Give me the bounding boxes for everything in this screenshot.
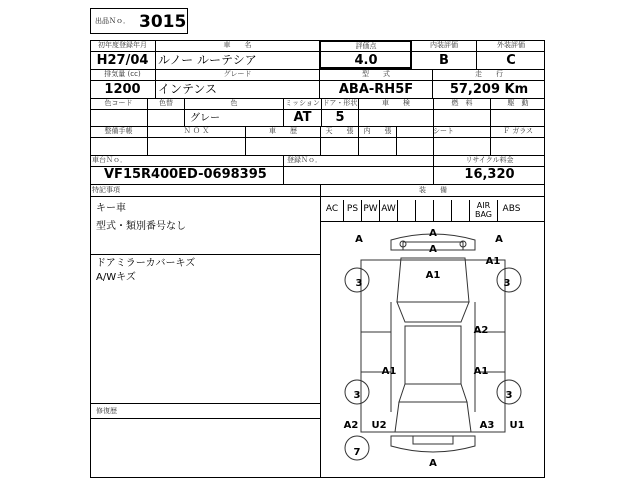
body-outline — [361, 260, 505, 432]
score: 4.0 — [354, 53, 378, 68]
windscreen-outline — [397, 302, 469, 322]
doors: 5 — [335, 110, 345, 125]
damage-code: 3 — [505, 390, 513, 401]
rule — [90, 254, 320, 255]
registration-number-label: 登録Ｎｏ． — [287, 156, 322, 164]
interior-grade-label: 内装評価 — [430, 41, 458, 49]
trunk-outline — [395, 402, 471, 432]
damage-code: A2 — [473, 325, 489, 336]
color-label: 色 — [230, 99, 238, 107]
equipment-header: 装 備 — [419, 186, 447, 194]
color: グレー — [190, 113, 220, 124]
chassis-number-label: 車台Ｎｏ． — [92, 156, 127, 164]
rule — [90, 80, 545, 81]
equipment-item — [415, 200, 433, 221]
damage-code: A1 — [381, 366, 397, 377]
maintenance-label: 整備手帳 — [104, 127, 133, 135]
equipment-item: PS — [343, 200, 361, 221]
equipment-row — [321, 200, 545, 221]
recycle-fee: 16,320 — [464, 167, 515, 182]
rear-window-outline — [399, 384, 467, 402]
rule — [90, 418, 320, 419]
rule — [90, 137, 545, 138]
rule — [283, 155, 284, 184]
lot-number-label: 出品Ｎｏ． — [95, 17, 130, 25]
damage-code: A1 — [473, 366, 489, 377]
displacement: 1200 — [104, 82, 141, 97]
damage-code: U2 — [371, 420, 387, 431]
rear-plate-outline — [413, 436, 453, 444]
model-code: ABA-RH5F — [338, 82, 414, 97]
damage-code: A — [495, 234, 503, 245]
damage-code: 3 — [353, 390, 361, 401]
note-line-2: 型式・類別番号なし — [96, 221, 186, 232]
seat-label: シート — [433, 127, 454, 135]
note-damage: ドアミラーカバーキズ A/Wキズ — [96, 258, 196, 283]
damage-code: 3 — [355, 278, 363, 289]
inner-lining-label: 内 張 — [363, 127, 392, 135]
roof-outline — [405, 326, 461, 384]
color-change-label: 色替 — [159, 99, 173, 107]
grade: インテンス — [158, 82, 218, 96]
equipment-item: PW — [361, 200, 379, 221]
equipment-item: AC — [325, 204, 339, 214]
damage-code: U1 — [509, 420, 525, 431]
grade-label: グレード — [223, 70, 252, 78]
damage-code: A — [429, 244, 437, 255]
drive-label: 駆 動 — [507, 99, 529, 107]
equipment-item — [433, 200, 451, 221]
first-registration: H27/04 — [96, 53, 149, 68]
damage-diagram — [321, 222, 545, 478]
first-registration-label: 初年度登録年月 — [98, 41, 147, 49]
car-history-label: 車 歴 — [269, 127, 297, 135]
color-code-label: 色コード — [104, 99, 133, 107]
damage-code: A — [355, 234, 363, 245]
nox-label: Ｎ Ｏ Ｘ — [183, 127, 210, 135]
lot-number-box — [90, 8, 188, 34]
repair-history-label: 修復歴 — [96, 407, 117, 415]
doors-label: ドア・形状 — [322, 99, 358, 107]
rule — [90, 403, 320, 404]
inspection-label: 車 検 — [382, 99, 410, 107]
exterior-grade-label: 外装評価 — [497, 41, 525, 49]
equipment-item — [451, 200, 469, 221]
chassis-number: VF15R400ED-0698395 — [104, 167, 267, 182]
mileage-label: 走 行 — [475, 70, 503, 78]
transmission-label: ミッション — [285, 99, 320, 107]
note-line-1: キー車 — [96, 203, 126, 214]
damage-code: 3 — [503, 278, 511, 289]
recycle-fee-label: リサイクル料金 — [465, 156, 514, 164]
equipment-item — [397, 200, 415, 221]
notes-header: 特記事項 — [92, 186, 120, 194]
displacement-label: 排気量 (cc) — [104, 70, 141, 78]
exterior-grade: C — [506, 53, 516, 68]
damage-code: A2 — [343, 420, 359, 431]
damage-code: A — [429, 228, 437, 239]
interior-grade: B — [439, 53, 449, 68]
lot-number: 3015 — [139, 12, 187, 32]
equipment-item: AW — [379, 200, 397, 221]
equipment-item: ABS — [497, 200, 525, 221]
car-name-label: 車 名 — [223, 41, 252, 49]
rule — [90, 196, 545, 197]
damage-code: A — [429, 458, 437, 469]
car-name: ルノー ルーテシア — [158, 53, 257, 67]
transmission: AT — [293, 110, 312, 125]
damage-code: A3 — [479, 420, 495, 431]
damage-code: 7 — [353, 447, 361, 458]
damage-code: A1 — [485, 256, 501, 267]
front-glass-label: Ｆ ガラス — [502, 127, 533, 135]
score-label: 評価点 — [355, 42, 377, 50]
mileage: 57,209 Km — [449, 82, 529, 97]
model-code-label: 型 式 — [362, 70, 390, 78]
roof-lining-label: 天 張 — [325, 127, 354, 135]
damage-code: A1 — [425, 270, 441, 281]
equipment-item: AIR BAG — [469, 200, 497, 221]
fuel-label: 燃 料 — [451, 99, 473, 107]
